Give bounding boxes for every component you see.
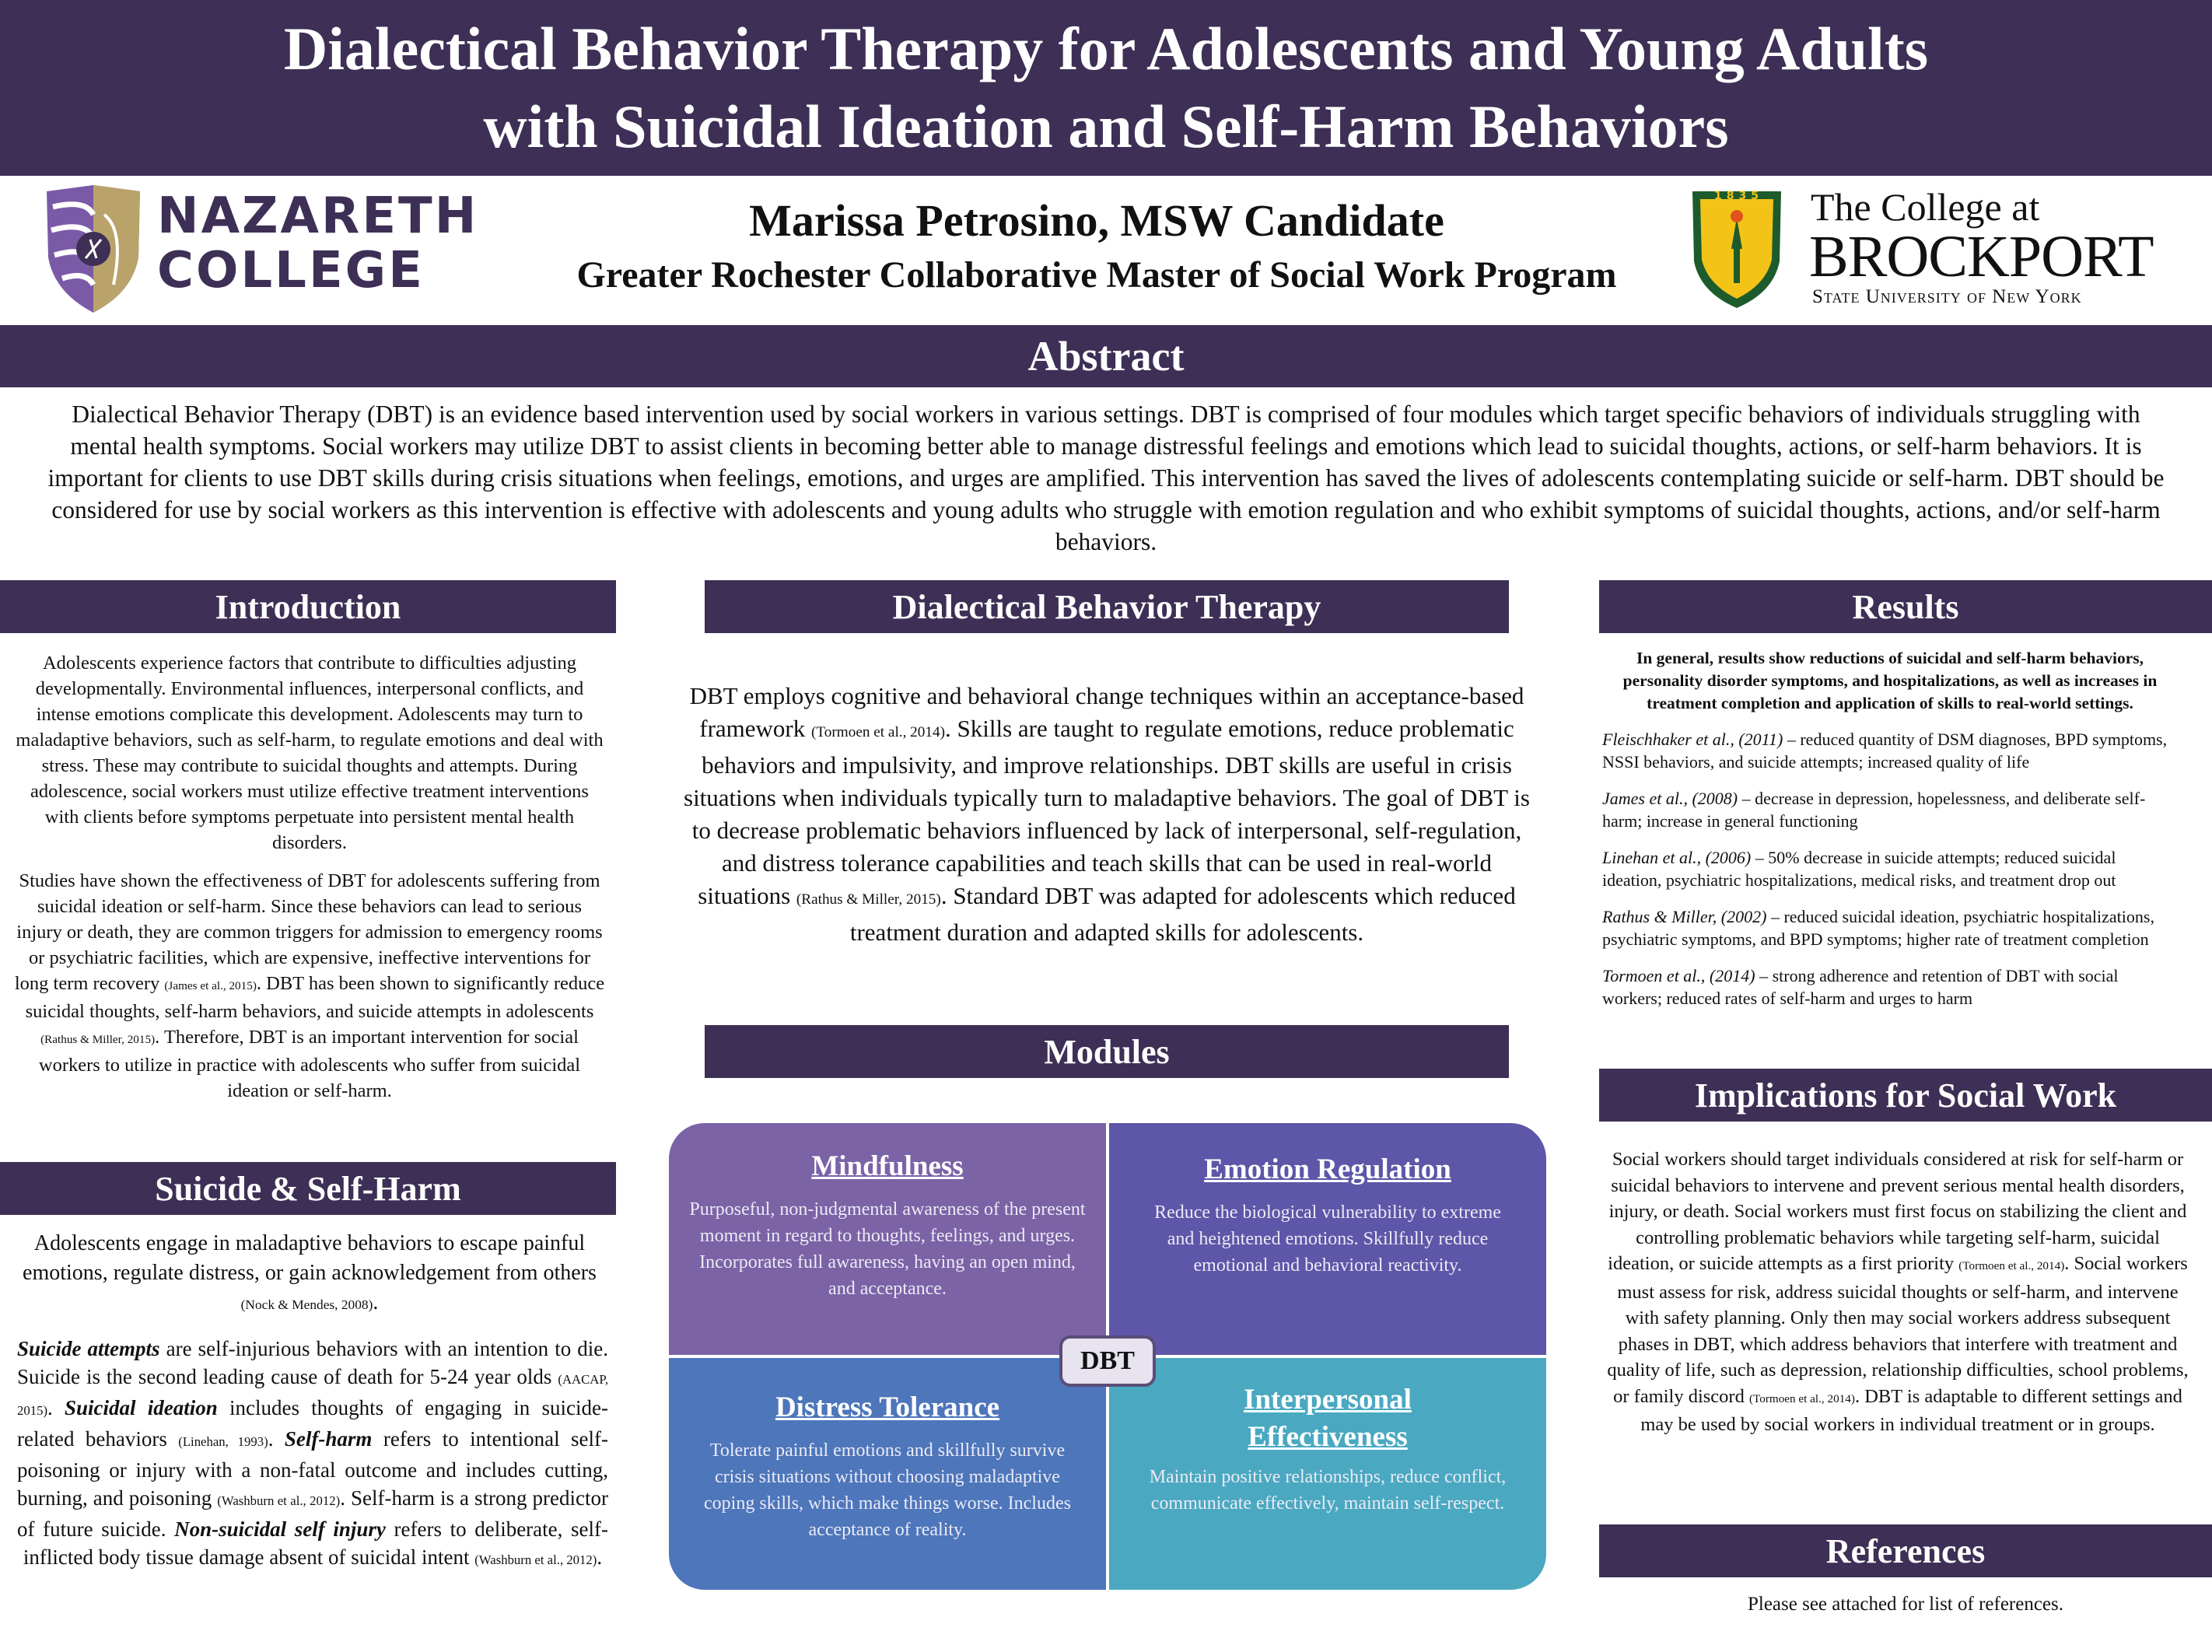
result-finding: – 50% decrease in suicide attempts; reduced suicidal ideation, psychiatric hospitalizations, medical risks, and treatment drop out bbox=[1602, 848, 2116, 890]
abstract-text: Dialectical Behavior Therapy (DBT) is an evidence based intervention used by social workers in various settings. DBT is comprised of four modules which target specific behaviors of individuals struggling with mental health symptoms. Social workers may utilize DBT to assist clients in becoming better able to manage distressful feelings and emotions which lead to suicidal thoughts, actions, or self-harm behaviors. It is important for clients to use DBT skills during crisis situations when feelings, emotions, and urges are amplified. This intervention has saved the lives of adolescents contemplating suicide or self-harm. DBT should be considered for use by social workers as this intervention is effective with adolescents and young adults who struggle with emotion regulation and who exhibit symptoms of suicidal thoughts, actions, and/or self-harm behaviors. bbox=[47, 401, 2165, 555]
title-line-2: with Suicidal Ideation and Self-Harm Behaviors bbox=[483, 93, 1729, 160]
introduction-heading: Introduction bbox=[0, 580, 616, 633]
introduction-p1: Adolescents experience factors that contribute to difficulties adjusting developmentally. Environmental influences, interpersonal conflicts, and intense emotions complicate this development. Adolescents may turn to maladaptive behaviors, such as self-harm, to regulate emotions and deal with stress. These may contribute to suicidal thoughts and attempts. During adolescence, social workers must utilize effective treatment interventions with clients before symptoms perpetuate into persistent mental health disorders. bbox=[16, 653, 604, 853]
introduction-cite-1: (James et al., 2015) bbox=[164, 979, 257, 992]
dbt-cite-2: (Rathus & Miller, 2015) bbox=[796, 891, 941, 908]
references-text: Please see attached for list of references. bbox=[1747, 1594, 2064, 1615]
suicide-def-2: includes thoughts of engaging in suicide-related behaviors bbox=[17, 1396, 608, 1451]
nazareth-shield-icon bbox=[39, 184, 148, 316]
dbt-text-c: . Standard DBT was adapted for adolescents which reduced treatment duration and adapted skills for adolescents. bbox=[849, 882, 1516, 946]
title-line-1: Dialectical Behavior Therapy for Adolescents and Young Adults bbox=[283, 15, 1929, 82]
interpersonal-title bbox=[1140, 1381, 1515, 1456]
result-item bbox=[1602, 728, 2178, 773]
result-item bbox=[1602, 846, 2178, 891]
results-heading: Results bbox=[1599, 580, 2212, 633]
suicide-cite-2: (Linehan, 1993) bbox=[178, 1434, 268, 1449]
introduction-p2 bbox=[14, 868, 605, 1104]
term-suicide-attempts: Suicide attempts bbox=[17, 1337, 160, 1360]
result-source: Rathus & Miller, (2002) bbox=[1602, 907, 1767, 926]
term-suicidal-ideation: Suicidal ideation bbox=[65, 1396, 218, 1419]
term-self-harm: Self-harm bbox=[284, 1427, 373, 1451]
introduction-text bbox=[14, 650, 605, 1104]
suicide-def-4: Self-harm is a strong predictor of future suicide. bbox=[17, 1486, 608, 1541]
nazareth-logo bbox=[39, 184, 479, 316]
brockport-logo bbox=[1688, 184, 2186, 316]
term-nssi: Non-suicidal self injury bbox=[174, 1517, 386, 1541]
modules-heading: Modules bbox=[705, 1025, 1509, 1078]
implications-c: . DBT is adaptable to different settings and may be used by social workers in individual treatment or in groups. bbox=[1640, 1385, 2182, 1435]
suicide-cite-4: (Washburn et al., 2012) bbox=[474, 1552, 597, 1567]
result-finding: – reduced quantity of DSM diagnoses, BPD symptoms, NSSI behaviors, and suicide attempts; increased quality of life bbox=[1602, 730, 2168, 772]
introduction-p2b: . DBT has been shown to significantly reduce suicidal thoughts, self-harm behaviors, and suicide attempts in adolescents bbox=[25, 973, 605, 1022]
result-source: James et al., (2008) bbox=[1602, 789, 1738, 808]
suicide-def-3: refers to intentional self-poisoning or injury with a non-fatal outcome and includes cutting, burning, and poisoning bbox=[17, 1427, 608, 1510]
suicide-def-5: refers to deliberate, self-inflicted body tissue damage absent of suicidal intent bbox=[23, 1517, 609, 1569]
distress-text: Tolerate painful emotions and skillfully survive crisis situations without choosing maladaptive coping skills, which make things worse. Includes acceptance of reality. bbox=[704, 1440, 1071, 1540]
nazareth-wordmark-2: COLLEGE bbox=[157, 242, 425, 299]
result-finding: – reduced suicidal ideation, psychiatric hospitalizations, psychiatric symptoms, and BPD symptoms; higher rate of treatment completion bbox=[1602, 907, 2154, 949]
suicide-cite-3: (Washburn et al., 2012) bbox=[217, 1493, 341, 1508]
brockport-seal-icon bbox=[1688, 187, 1786, 311]
brockport-line-3: State University of New York bbox=[1812, 286, 2082, 307]
implications-cite-1: (Tormoen et al., 2014) bbox=[1958, 1259, 2065, 1272]
implications-cite-2: (Tormoen et al., 2014) bbox=[1748, 1391, 1855, 1405]
suicide-intro: Adolescents engage in maladaptive behaviors to escape painful emotions, regulate distress, or gain acknowledgement from others (Nock & Mendes, 2008). bbox=[23, 1231, 597, 1314]
module-mindfulness bbox=[669, 1123, 1106, 1355]
brockport-line-1: The College at bbox=[1811, 185, 2040, 229]
module-emotion-regulation bbox=[1109, 1123, 1546, 1355]
emotion-title: Emotion Regulation bbox=[1204, 1153, 1451, 1185]
dbt-cite-1: (Tormoen et al., 2014) bbox=[811, 724, 945, 740]
introduction-cite-2: (Rathus & Miller, 2015) bbox=[40, 1033, 156, 1046]
result-item bbox=[1602, 905, 2178, 950]
implications-heading: Implications for Social Work bbox=[1599, 1069, 2212, 1122]
interpersonal-text: Maintain positive relationships, reduce conflict, communicate effectively, maintain self-respect. bbox=[1149, 1467, 1507, 1514]
suicide-definitions: Suicide attempts are self-injurious behaviors with an intention to die. Suicide is the second leading cause of death for 5-24 year olds (AACAP, 2015). Suicidal ideation includes thoughts of engaging in suicide-related behaviors (Linehan, 1993). Self-harm refers to intentional self-poisoning or injury with a non-fatal outcome and includes cutting, burning, and poisoning (Washburn et al., 2012). Self-harm is a strong predictor of future suicide. Non-suicidal self injury refers to deliberate, self-inflicted body tissue damage absent of suicidal intent (Washburn et al., 2012). bbox=[17, 1337, 609, 1569]
result-item bbox=[1602, 787, 2178, 832]
dbt-text-b: . Skills are taught to regulate emotions, reduce problematic behaviors and impulsivity, and improve relationships. DBT skills are useful in crisis situations when individuals typically turn to maladaptive behaviors. The goal of DBT is to decrease problematic behaviors influenced by lack of interpersonal, self-regulation, and distress tolerance capabilities and teach skills that can be used in real-world situations bbox=[684, 715, 1530, 909]
dbt-heading: Dialectical Behavior Therapy bbox=[705, 580, 1509, 633]
author-name: Marissa Petrosino, MSW Candidate bbox=[749, 195, 1444, 246]
implications-a: Social workers should target individuals considered at risk for self-harm or suicidal behaviors to intervene and prevent serious mental health disorders, injury, or death. Social workers must first focus on stabilizing the client and controlling problematic behaviors while targeting self-harm, suicidal ideation, or suicide attempts as a first priority bbox=[1608, 1149, 2187, 1274]
introduction-p2a: Studies have shown the effectiveness of DBT for adolescents suffering from suicidal ideation or self-harm. Since these behaviors can lead to serious injury or death, they are common triggers for admission to emergency rooms or psychiatric facilities, which are expensive, ineffective interventions for long term recovery bbox=[14, 870, 603, 994]
suicide-def-1: are self-injurious behaviors with an intention to die. Suicide is the second leading cause of death for 5-24 year olds bbox=[17, 1337, 608, 1388]
result-finding: – decrease in depression, hopelessness, and deliberate self-harm; increase in general functioning bbox=[1602, 789, 2146, 831]
result-finding: – strong adherence and retention of DBT with social workers; reduced rates of self-harm and urges to harm bbox=[1602, 966, 2119, 1008]
result-source: Fleischhaker et al., (2011) bbox=[1602, 730, 1783, 749]
result-item bbox=[1602, 964, 2178, 1010]
brockport-line-2: BROCKPORT bbox=[1809, 224, 2154, 289]
module-distress-tolerance bbox=[669, 1358, 1106, 1590]
seal-year: 1835 bbox=[1714, 190, 1763, 202]
suicide-cite-1: (AACAP, 2015) bbox=[17, 1372, 608, 1418]
implications-b: . Social workers must assess for risk, address suicidal thoughts or self-harm, and intervene with safety planning. Only then may social workers address subsequent phases in DBT, which address behaviors that interfere with treatment and quality of life, such as depression, relationship difficulties, school problems, or family discord bbox=[1607, 1253, 2189, 1407]
nazareth-wordmark-1: NAZARETH bbox=[157, 187, 479, 245]
distress-title: Distress Tolerance bbox=[775, 1391, 1000, 1423]
implications-text bbox=[1607, 1146, 2189, 1438]
mindfulness-title: Mindfulness bbox=[811, 1150, 964, 1182]
mindfulness-text: Purposeful, non-judgmental awareness of the present moment in regard to thoughts, feelings, and urges. Incorporates full awareness, having an open mind, and acceptance. bbox=[689, 1199, 1086, 1299]
dbt-text-a: DBT employs cognitive and behavioral change techniques within an acceptance-based framework bbox=[689, 682, 1524, 742]
result-source: Linehan et al., (2006) bbox=[1602, 848, 1752, 867]
dbt-center-badge: DBT bbox=[1059, 1335, 1156, 1387]
result-source: Tormoen et al., (2014) bbox=[1602, 966, 1755, 985]
suicide-intro-cite: (Nock & Mendes, 2008) bbox=[240, 1297, 373, 1312]
interpersonal-title-2: Effectiveness bbox=[1248, 1421, 1408, 1453]
suicide-intro-text: Adolescents engage in maladaptive behaviors to escape painful emotions, regulate distress, or gain acknowledgement from others bbox=[23, 1231, 597, 1285]
poster-title bbox=[0, 0, 2212, 176]
introduction-p2c: . Therefore, DBT is an important intervention for social workers to utilize in practice with adolescents who suffer from suicidal ideation or self-harm. bbox=[38, 1027, 581, 1101]
module-interpersonal-effectiveness bbox=[1109, 1358, 1546, 1590]
emotion-text: Reduce the biological vulnerability to extreme and heightened emotions. Skillfully reduce emotional and behavioral reactivity. bbox=[1154, 1202, 1501, 1276]
results-summary: In general, results show reductions of suicidal and self-harm behaviors, personality disorder symptoms, and hospitalizations, as well as increases in treatment completion and application of skills to real-world settings. bbox=[1622, 649, 2158, 712]
interpersonal-title-1: Interpersonal bbox=[1244, 1384, 1412, 1416]
dbt-text bbox=[677, 680, 1537, 949]
abstract-heading: Abstract bbox=[0, 325, 2212, 387]
references-heading: References bbox=[1599, 1524, 2212, 1577]
results-list bbox=[1602, 728, 2178, 1024]
program-name: Greater Rochester Collaborative Master of Social Work Program bbox=[576, 254, 1617, 296]
suicide-heading: Suicide & Self-Harm bbox=[0, 1162, 616, 1215]
